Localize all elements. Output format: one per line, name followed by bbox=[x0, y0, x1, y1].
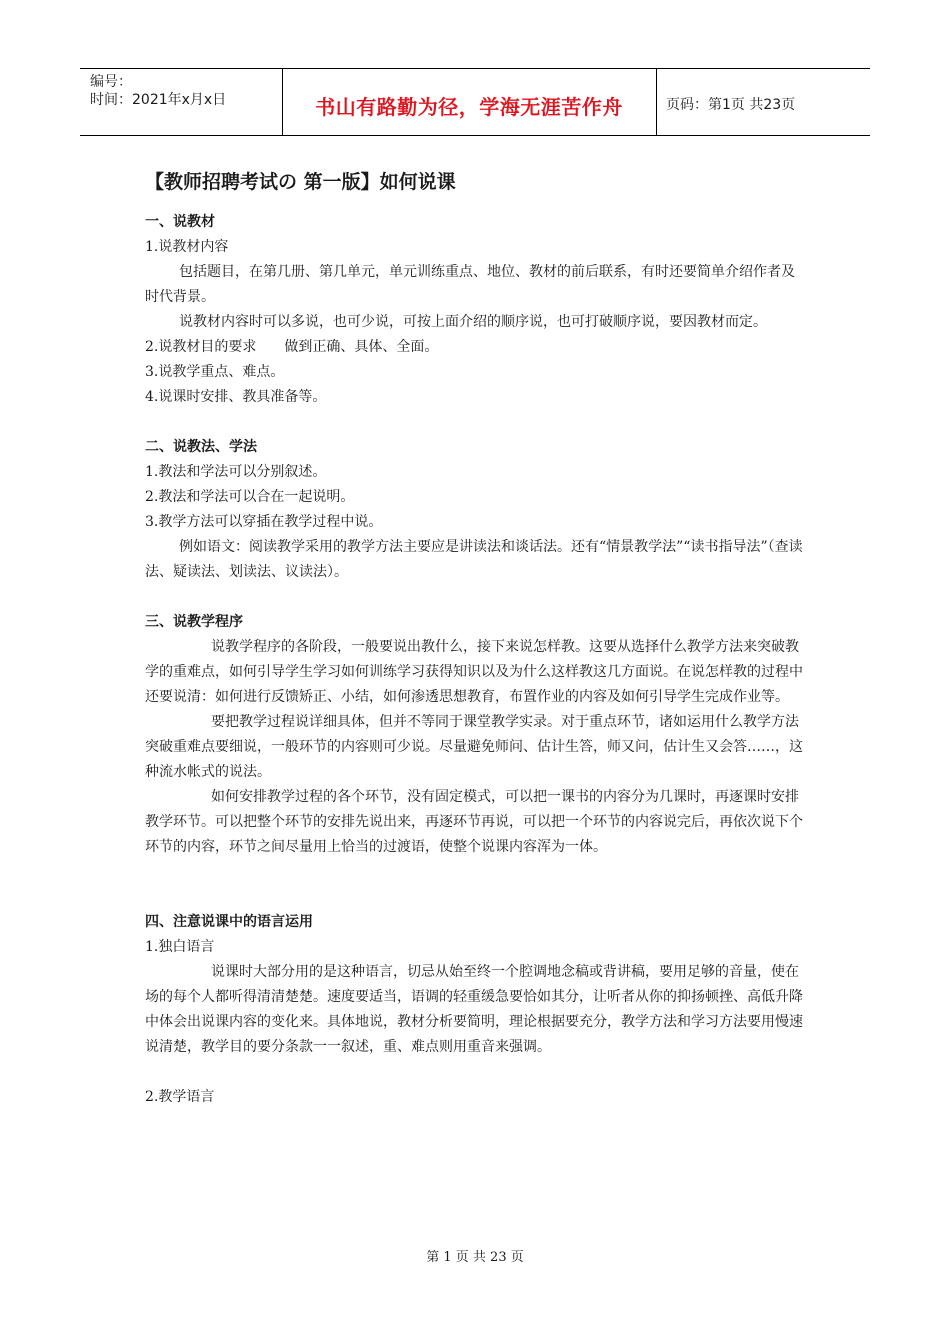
section-heading-3: 三、说教学程序 bbox=[145, 614, 243, 630]
header-table bbox=[80, 68, 870, 136]
header-meta-cell bbox=[80, 69, 283, 135]
paragraph: 说教材内容时可以多说，也可少说，可按上面介绍的顺序说，也可打破顺序说，要因教材而定。 bbox=[179, 314, 767, 330]
document-body bbox=[145, 168, 805, 1110]
paragraph: 例如语文：阅读教学采用的教学方法主要应是讲读法和谈话法。还有“情景教学法”“读书指导法”（查读法、疑读法、划读法、议读法）。 bbox=[145, 539, 803, 580]
section-heading-1: 一、说教材 bbox=[145, 214, 215, 230]
list-item: 1.独白语言 bbox=[145, 939, 215, 955]
header-page-cell bbox=[656, 69, 870, 135]
list-item: 3.教学方法可以穿插在教学过程中说。 bbox=[145, 514, 383, 530]
paragraph: 说课时大部分用的是这种语言，切忌从始至终一个腔调地念稿或背讲稿，要用足够的音量，使在场的每个人都听得清清楚楚。速度要适当，语调的轻重缓急要恰如其分，让听者从你的抑扬顿挫、高低升降中体会出说课内容的变化来。具体地说，教材分析要简明，理论根据要充分，教学方法和学习方法要用慢速说清楚，教学目的要分条款一一叙述，重、难点则用重音来强调。 bbox=[145, 964, 803, 1055]
header-motto-cell bbox=[282, 69, 657, 135]
motto-text: 书山有路勤为径，学海无涯苦作舟 bbox=[315, 95, 623, 119]
list-item: 2.教法和学法可以合在一起说明。 bbox=[145, 489, 355, 505]
list-item: 2.教学语言 bbox=[145, 1089, 215, 1105]
paragraph: 要把教学过程说详细具体，但并不等同于课堂教学实录。对于重点环节，诸如运用什么教学方法突破重难点要细说，一般环节的内容则可少说。尽量避免师问、估计生答，师又问，估计生又会答……，这种流水帐式的说法。 bbox=[145, 714, 803, 780]
section-heading-4: 四、注意说课中的语言运用 bbox=[145, 914, 313, 930]
list-item: 4.说课时安排、教具准备等。 bbox=[145, 389, 327, 405]
serial-label: 编号： bbox=[90, 74, 132, 90]
list-item: 2.说教材目的要求 做到正确、具体、全面。 bbox=[145, 339, 439, 355]
section-heading-2: 二、说教法、学法 bbox=[145, 439, 257, 455]
paragraph: 包括题目，在第几册、第几单元，单元训练重点、地位、教材的前后联系，有时还要简单介绍作者及时代背景。 bbox=[145, 264, 795, 305]
list-item: 1.教法和学法可以分别叙述。 bbox=[145, 464, 327, 480]
page-footer: 第 1 页 共 23 页 bbox=[426, 1250, 524, 1265]
list-item: 3.说教学重点、难点。 bbox=[145, 364, 285, 380]
paragraph: 如何安排教学过程的各个环节，没有固定模式，可以把一课书的内容分为几课时，再逐课时安排教学环节。可以把整个环节的安排先说出来，再逐环节再说，可以把一个环节的内容说完后，再依次说下个环节的内容，环节之间尽量用上恰当的过渡语，使整个说课内容浑为一体。 bbox=[145, 789, 803, 855]
time-label: 时间：2021年x月x日 bbox=[90, 92, 227, 108]
page-code: 页码：第1页 共23页 bbox=[666, 97, 796, 113]
paragraph: 说教学程序的各阶段，一般要说出教什么，接下来说怎样教。这要从选择什么教学方法来突破教学的重难点，如何引导学生学习如何训练学习获得知识以及为什么这样教这几方面说。在说怎样教的过程中还要说清：如何进行反馈矫正、小结，如何渗透思想教育，布置作业的内容及如何引导学生完成作业等。 bbox=[145, 639, 803, 705]
list-item: 1.说教材内容 bbox=[145, 239, 229, 255]
document-title: 【教师招聘考试の 第一版】如何说课 bbox=[145, 171, 456, 193]
